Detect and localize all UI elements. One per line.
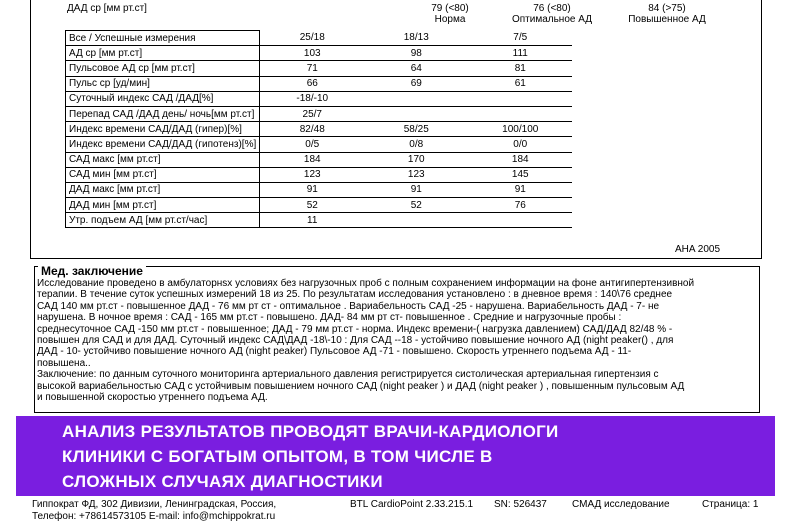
row-label: Индекс времени САД/ДАД (гипер)[%] — [66, 122, 260, 137]
table-row — [66, 91, 573, 106]
value-norm: 0/5 — [260, 137, 365, 152]
value-optimal — [364, 106, 468, 121]
conclusion-line: САД 140 мм рт.ст - повышенное ДАД - 76 мм рт ст - оптимальное . Вариабельность САД -25 - нарушена. Вариабельность ДАД - 7- не — [37, 300, 660, 312]
value-norm: 11 — [260, 213, 365, 228]
value-norm: 91 — [260, 182, 365, 197]
value-optimal: 170 — [364, 152, 468, 167]
table-row — [66, 61, 573, 76]
row-label: Индекс времени САД/ДАД (гипотенз)[%] — [66, 137, 260, 152]
value-norm: 184 — [260, 152, 365, 167]
value-elevated — [468, 91, 572, 106]
conclusion-line: нарушена. В ночное время : САД - 165 мм рт.ст - повышено. ДАД- 84 мм рт ст- повышенное . Средние и нагрузочные пробы : — [37, 312, 622, 324]
footer-study: СМАД исследование — [572, 499, 670, 510]
value-elevated: 100/100 — [468, 122, 572, 137]
table-row — [66, 198, 573, 213]
conclusion-line: среднесуточное САД -150 мм рт.ст - повышенное; ДАД - 79 мм рт.ст - норма. Индекс времени-( нагрузка давлением) САД/ДАД 82/48 % - — [37, 323, 673, 335]
value-elevated: 76 — [468, 198, 572, 213]
value-optimal — [364, 213, 468, 228]
conclusion-line: терапии. В течение суток успешных измерений 18 из 25. По результатам исследования установлено : в дневное время : 140\76 среднее — [37, 289, 673, 301]
col-header-value: 84 (>75) — [648, 3, 686, 14]
value-elevated: 111 — [468, 46, 572, 61]
col-header-norm — [405, 3, 495, 25]
value-elevated: 81 — [468, 61, 572, 76]
value-elevated: 184 — [468, 152, 572, 167]
table-row — [66, 137, 573, 152]
value-elevated: 145 — [468, 167, 572, 182]
footer-address: Гиппократ ФД, 302 Дивизии, Ленинградская, Россия, — [32, 499, 277, 510]
value-optimal: 69 — [364, 76, 468, 91]
conclusion-line: повышен для САД и для ДАД. Суточный индекс САД\ДАД -18\-10 : Для САД --18 - устойчиво повышение ночного АД (night peaker() , для — [37, 335, 674, 347]
med-conclusion-title: Мед. заключение — [38, 264, 146, 278]
value-optimal: 0/8 — [364, 137, 468, 152]
value-elevated: 91 — [468, 182, 572, 197]
footer-address-block — [32, 499, 276, 523]
statistics-table — [65, 30, 572, 228]
row-label: Суточный индекс САД /ДАД[%] — [66, 91, 260, 106]
conclusion-line: Исследование проведено в амбулаторнsх условиях без нагрузочных проб с полным сохранением информации на фоне антигипертензивной — [37, 278, 695, 289]
value-norm: 66 — [260, 76, 365, 91]
value-norm: -18/-10 — [260, 91, 365, 106]
value-norm: 123 — [260, 167, 365, 182]
footer-software: BTL CardioPoint 2.33.215.1 — [350, 499, 474, 510]
conclusion-line: и повышенной скоростью утреннего подъема АД. — [37, 392, 268, 404]
table-row — [66, 182, 573, 197]
table-row — [66, 152, 573, 167]
row-label: Утр. подъем АД [мм рт.ст/час] — [66, 213, 260, 228]
value-norm: 25/18 — [260, 31, 365, 46]
value-norm: 71 — [260, 61, 365, 76]
value-elevated: 7/5 — [468, 31, 572, 46]
value-optimal: 98 — [364, 46, 468, 61]
col-header-label: Оптимальное АД — [511, 14, 593, 25]
value-elevated: 0/0 — [468, 137, 572, 152]
footer-contacts: Телефон: +78614573105 E-mail: info@mchippokrat.ru — [32, 511, 276, 522]
col-header-optimal — [497, 3, 607, 25]
col-header-value: 79 (<80) — [431, 3, 469, 14]
footer-serial: SN: 526437 — [494, 499, 547, 510]
row-label: Пульсовое АД ср [мм рт.ст] — [66, 61, 260, 76]
value-norm: 25/7 — [260, 106, 365, 121]
value-optimal: 91 — [364, 182, 468, 197]
conclusion-line: повышена.. — [37, 357, 91, 369]
banner-line-2: КЛИНИКИ С БОГАТЫМ ОПЫТОМ, В ТОМ ЧИСЛЕ В — [62, 447, 493, 466]
value-elevated — [468, 106, 572, 121]
table-row — [66, 167, 573, 182]
conclusion-line: высокой вариабельностью САД с устойчивым повышением ночного САД (night peaker ) и ДАД (night peaker ) , повышенным пульсовым АД — [37, 380, 685, 392]
footer-page: Страница: 1 — [702, 499, 759, 510]
value-optimal: 58/25 — [364, 122, 468, 137]
banner-line-1: АНАЛИЗ РЕЗУЛЬТАТОВ ПРОВОДЯТ ВРАЧИ-КАРДИОЛОГИ — [62, 422, 559, 441]
table-row — [66, 46, 573, 61]
value-optimal: 123 — [364, 167, 468, 182]
table-row — [66, 31, 573, 46]
med-conclusion-text — [37, 278, 757, 403]
row-label: Пульс ср [уд/мин] — [66, 76, 260, 91]
conclusion-line: ДАД - 10- устойчиво повышение ночного АД (night peaker) Пульсовое АД -71 - повышено. Скорость утреннего подъема АД - 11- — [37, 346, 632, 358]
col-header-value: 76 (<80) — [533, 3, 571, 14]
value-elevated: 61 — [468, 76, 572, 91]
conclusion-line: Заключение: по данным суточного мониторинга артериального давления регистрируется систолическая артериальная гипертензия с — [37, 369, 659, 381]
aha-reference: AHA 2005 — [675, 244, 721, 255]
dad-label: ДАД ср [мм рт.ст] — [67, 3, 147, 14]
value-norm: 103 — [260, 46, 365, 61]
table-row — [66, 122, 573, 137]
row-label: САД макс [мм рт.ст] — [66, 152, 260, 167]
table-row — [66, 213, 573, 228]
col-header-label: Повышенное АД — [628, 14, 706, 25]
row-label: Все / Успешные измерения — [66, 31, 260, 46]
row-label: ДАД мин [мм рт.ст] — [66, 198, 260, 213]
value-optimal: 52 — [364, 198, 468, 213]
row-label: ДАД макс [мм рт.ст] — [66, 182, 260, 197]
value-optimal — [364, 91, 468, 106]
value-optimal: 18/13 — [364, 31, 468, 46]
value-optimal: 64 — [364, 61, 468, 76]
table-row — [66, 106, 573, 121]
col-header-label: Норма — [434, 14, 466, 25]
banner-line-3: СЛОЖНЫХ СЛУЧАЯХ ДИАГНОСТИКИ — [62, 472, 383, 491]
row-label: Перепад САД /ДАД день/ ночь[мм рт.ст] — [66, 106, 260, 121]
promo-banner — [16, 416, 775, 496]
value-norm: 52 — [260, 198, 365, 213]
table-row — [66, 76, 573, 91]
row-label: САД мин [мм рт.ст] — [66, 167, 260, 182]
row-label: АД ср [мм рт.ст] — [66, 46, 260, 61]
col-header-elevated — [612, 3, 722, 25]
value-norm: 82/48 — [260, 122, 365, 137]
value-elevated — [468, 213, 572, 228]
